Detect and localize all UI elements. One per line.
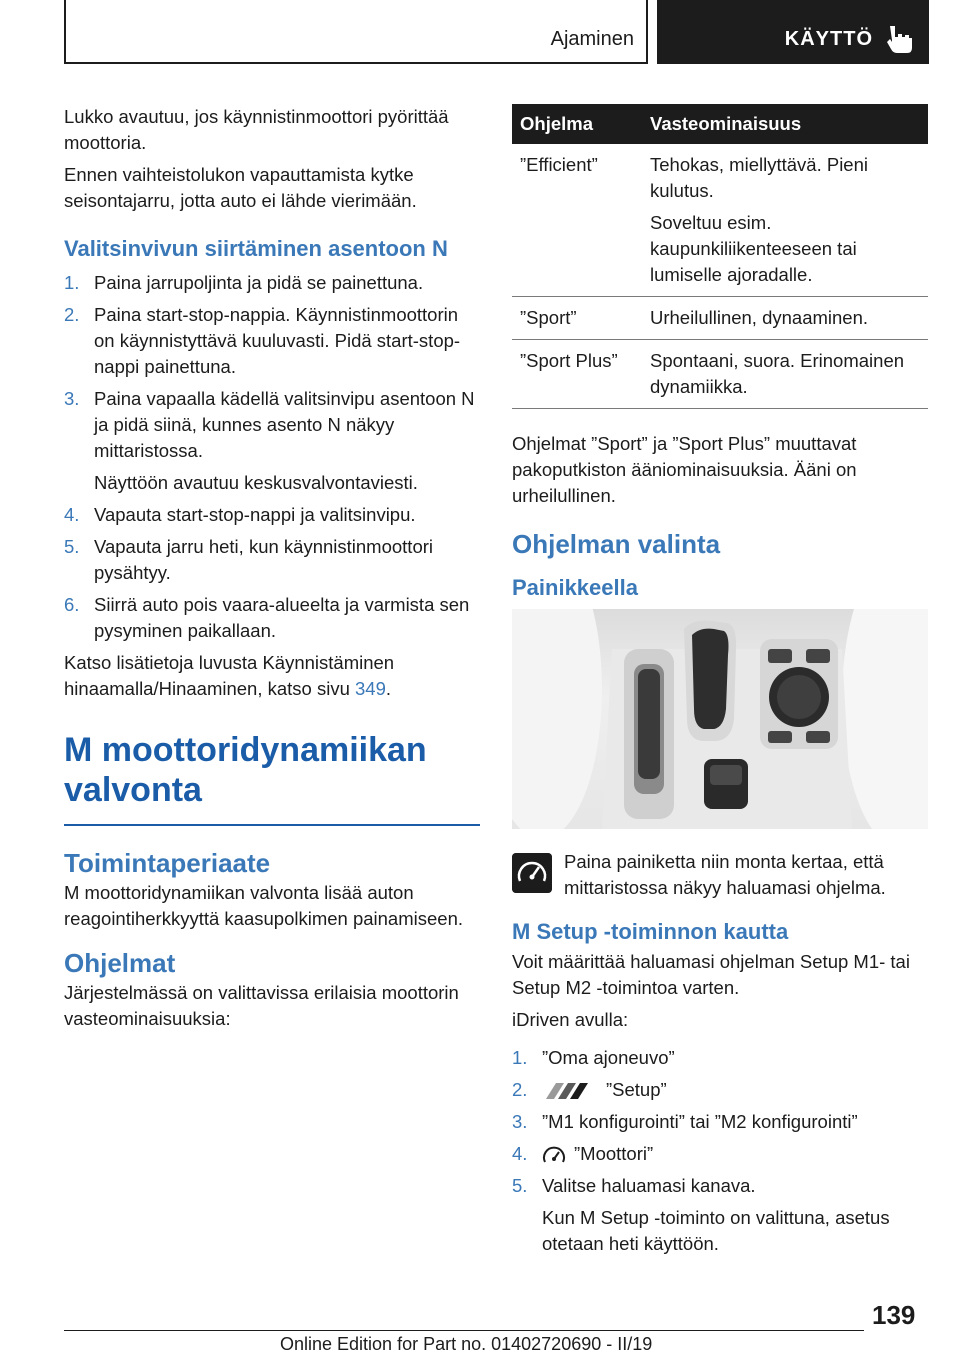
list-item xyxy=(64,270,480,296)
header-section-box xyxy=(64,0,648,64)
pointing-hand-icon xyxy=(883,22,917,56)
list-item xyxy=(64,592,480,644)
step-number: 3. xyxy=(512,1111,528,1132)
programs-table xyxy=(512,104,928,409)
see-also-end: . xyxy=(385,678,392,699)
heading-shift-to-n: Valitsinvivun siirtäminen asentoon N xyxy=(64,236,448,261)
step-number: 5. xyxy=(512,1175,528,1196)
step-subtext: Kun M Setup -toiminto on valittuna, asetus otetaan heti käyttöön. xyxy=(542,1207,890,1254)
note-block xyxy=(512,849,928,901)
table-row xyxy=(512,297,928,340)
table-row xyxy=(512,340,928,409)
page-number: 139 xyxy=(872,1300,916,1330)
step-text: Valitse haluamasi kanava. xyxy=(542,1175,756,1196)
step-text: ”Setup” xyxy=(606,1079,667,1100)
paragraph-setup: Voit määrittää haluamasi ohjelman Setup M1- tai Setup M2 -toimintoa varten. xyxy=(512,951,910,998)
paragraph-lock: Lukko avautuu, jos käynnistinmoottori pyörittää moottoria. xyxy=(64,106,449,153)
step-number: 4. xyxy=(64,504,80,525)
step-text: Siirrä auto pois vaara-alueelta ja varmista sen pysyminen paikallaan. xyxy=(94,594,470,641)
header-chapter-title: KÄYTTÖ xyxy=(784,28,873,50)
step-number: 4. xyxy=(512,1143,528,1164)
center-console-illustration xyxy=(512,609,928,829)
heading-programs: Ohjelmat xyxy=(64,948,176,978)
list-item xyxy=(64,302,480,380)
footer-rule xyxy=(64,1330,864,1331)
table-cell-program: ”Efficient” xyxy=(512,144,642,297)
table-header-row xyxy=(512,104,928,144)
see-also-text: Katso lisätietoja luvusta Käynnistäminen hinaamalla/Hinaaminen, katso sivu xyxy=(64,652,395,699)
footer-edition: Online Edition for Part no. 01402720690 - II/19 xyxy=(280,1334,653,1354)
paragraph-principle: M moottoridynamiikan valvonta lisää auton reagointiherkkyyttä kaasupolkimen painamiseen. xyxy=(64,882,463,929)
heading-rule xyxy=(64,824,480,826)
table-cell-response xyxy=(642,297,928,340)
response-text-extra: Soveltuu esim. kaupunkiliikenteeseen tai lumiselle ajoradalle. xyxy=(650,212,857,285)
shift-steps-list xyxy=(64,270,480,644)
step-number: 2. xyxy=(64,304,80,325)
paragraph-sport-sound: Ohjelmat ”Sport” ja ”Sport Plus” muuttavat pakoputkiston ääniominaisuuksia. Ääni on urheilullinen. xyxy=(512,433,857,506)
m-stripes-icon xyxy=(542,1081,598,1101)
response-text: Spontaani, suora. Erinomainen dynamiikka. xyxy=(650,350,905,397)
step-text: Paina start-stop-nappia. Käynnistinmoottorin on käynnistyttävä kuuluvasti. Pidä start-stop-nappi painettuna. xyxy=(94,304,461,377)
step-number: 5. xyxy=(64,536,80,557)
list-item xyxy=(64,386,480,496)
step-number: 2. xyxy=(512,1079,528,1100)
step-text: Paina vapaalla kädellä valitsinvipu asentoon N ja pidä siinä, kunnes asento N näkyy mittaristossa. xyxy=(94,388,475,461)
table-header-response: Vasteominaisuus xyxy=(642,104,928,144)
step-number: 3. xyxy=(64,388,80,409)
step-text: ”Oma ajoneuvo” xyxy=(542,1047,675,1068)
step-subtext: Näyttöön avautuu keskusvalvontaviesti. xyxy=(94,472,418,493)
right-column xyxy=(512,104,928,1263)
heading-by-button: Painikkeella xyxy=(512,575,638,600)
response-text: Tehokas, miellyttävä. Pieni kulutus. xyxy=(650,154,868,201)
list-item xyxy=(512,1109,928,1135)
list-item xyxy=(64,534,480,586)
page-link[interactable]: 349 xyxy=(355,678,386,699)
list-item xyxy=(64,502,480,528)
note-text: Paina painiketta niin monta kertaa, että mittaristossa näkyy haluamasi ohjelma. xyxy=(564,851,886,898)
table-cell-program: ”Sport Plus” xyxy=(512,340,642,409)
step-number: 6. xyxy=(64,594,80,615)
paragraph-see-also xyxy=(64,650,480,702)
gauge-icon xyxy=(512,853,552,893)
setup-steps-list xyxy=(512,1045,928,1257)
paragraph-parking-brake: Ennen vaihteistolukon vapauttamista kytke seisontajarru, jotta auto ei lähde vierimään. xyxy=(64,164,417,211)
header-chapter-box xyxy=(657,0,929,64)
gauge-small-icon xyxy=(542,1144,566,1166)
list-item xyxy=(512,1173,928,1257)
table-cell-response xyxy=(642,340,928,409)
heading-m-setup: M Setup -toiminnon kautta xyxy=(512,919,789,944)
paragraph-programs: Järjestelmässä on valittavissa erilaisia moottorin vasteominaisuuksia: xyxy=(64,982,459,1029)
chapter-heading: M moottoridynamiikan valvonta xyxy=(64,731,427,809)
step-text: Vapauta jarru heti, kun käynnistinmoottori pysähtyy. xyxy=(94,536,434,583)
response-text: Urheilullinen, dynaaminen. xyxy=(650,307,869,328)
header-section-title: Ajaminen xyxy=(550,28,634,50)
step-text: ”Moottori” xyxy=(574,1143,654,1164)
step-text: Paina jarrupoljinta ja pidä se painettuna. xyxy=(94,272,424,293)
table-row xyxy=(512,144,928,297)
list-item xyxy=(512,1045,928,1071)
table-cell-response xyxy=(642,144,928,297)
list-item xyxy=(512,1141,928,1167)
list-item xyxy=(512,1077,928,1103)
heading-program-select: Ohjelman valinta xyxy=(512,529,721,559)
table-header-program: Ohjelma xyxy=(512,104,642,144)
table-cell-program: ”Sport” xyxy=(512,297,642,340)
step-text: ”M1 konfigurointi” tai ”M2 konfigurointi” xyxy=(542,1111,858,1132)
heading-principle: Toimintaperiaate xyxy=(64,848,271,878)
step-number: 1. xyxy=(64,272,80,293)
step-text: Vapauta start-stop-nappi ja valitsinvipu. xyxy=(94,504,416,525)
center-console-photo xyxy=(512,609,928,829)
paragraph-idrive: iDriven avulla: xyxy=(512,1009,629,1030)
step-number: 1. xyxy=(512,1047,528,1068)
left-column xyxy=(64,104,480,1038)
